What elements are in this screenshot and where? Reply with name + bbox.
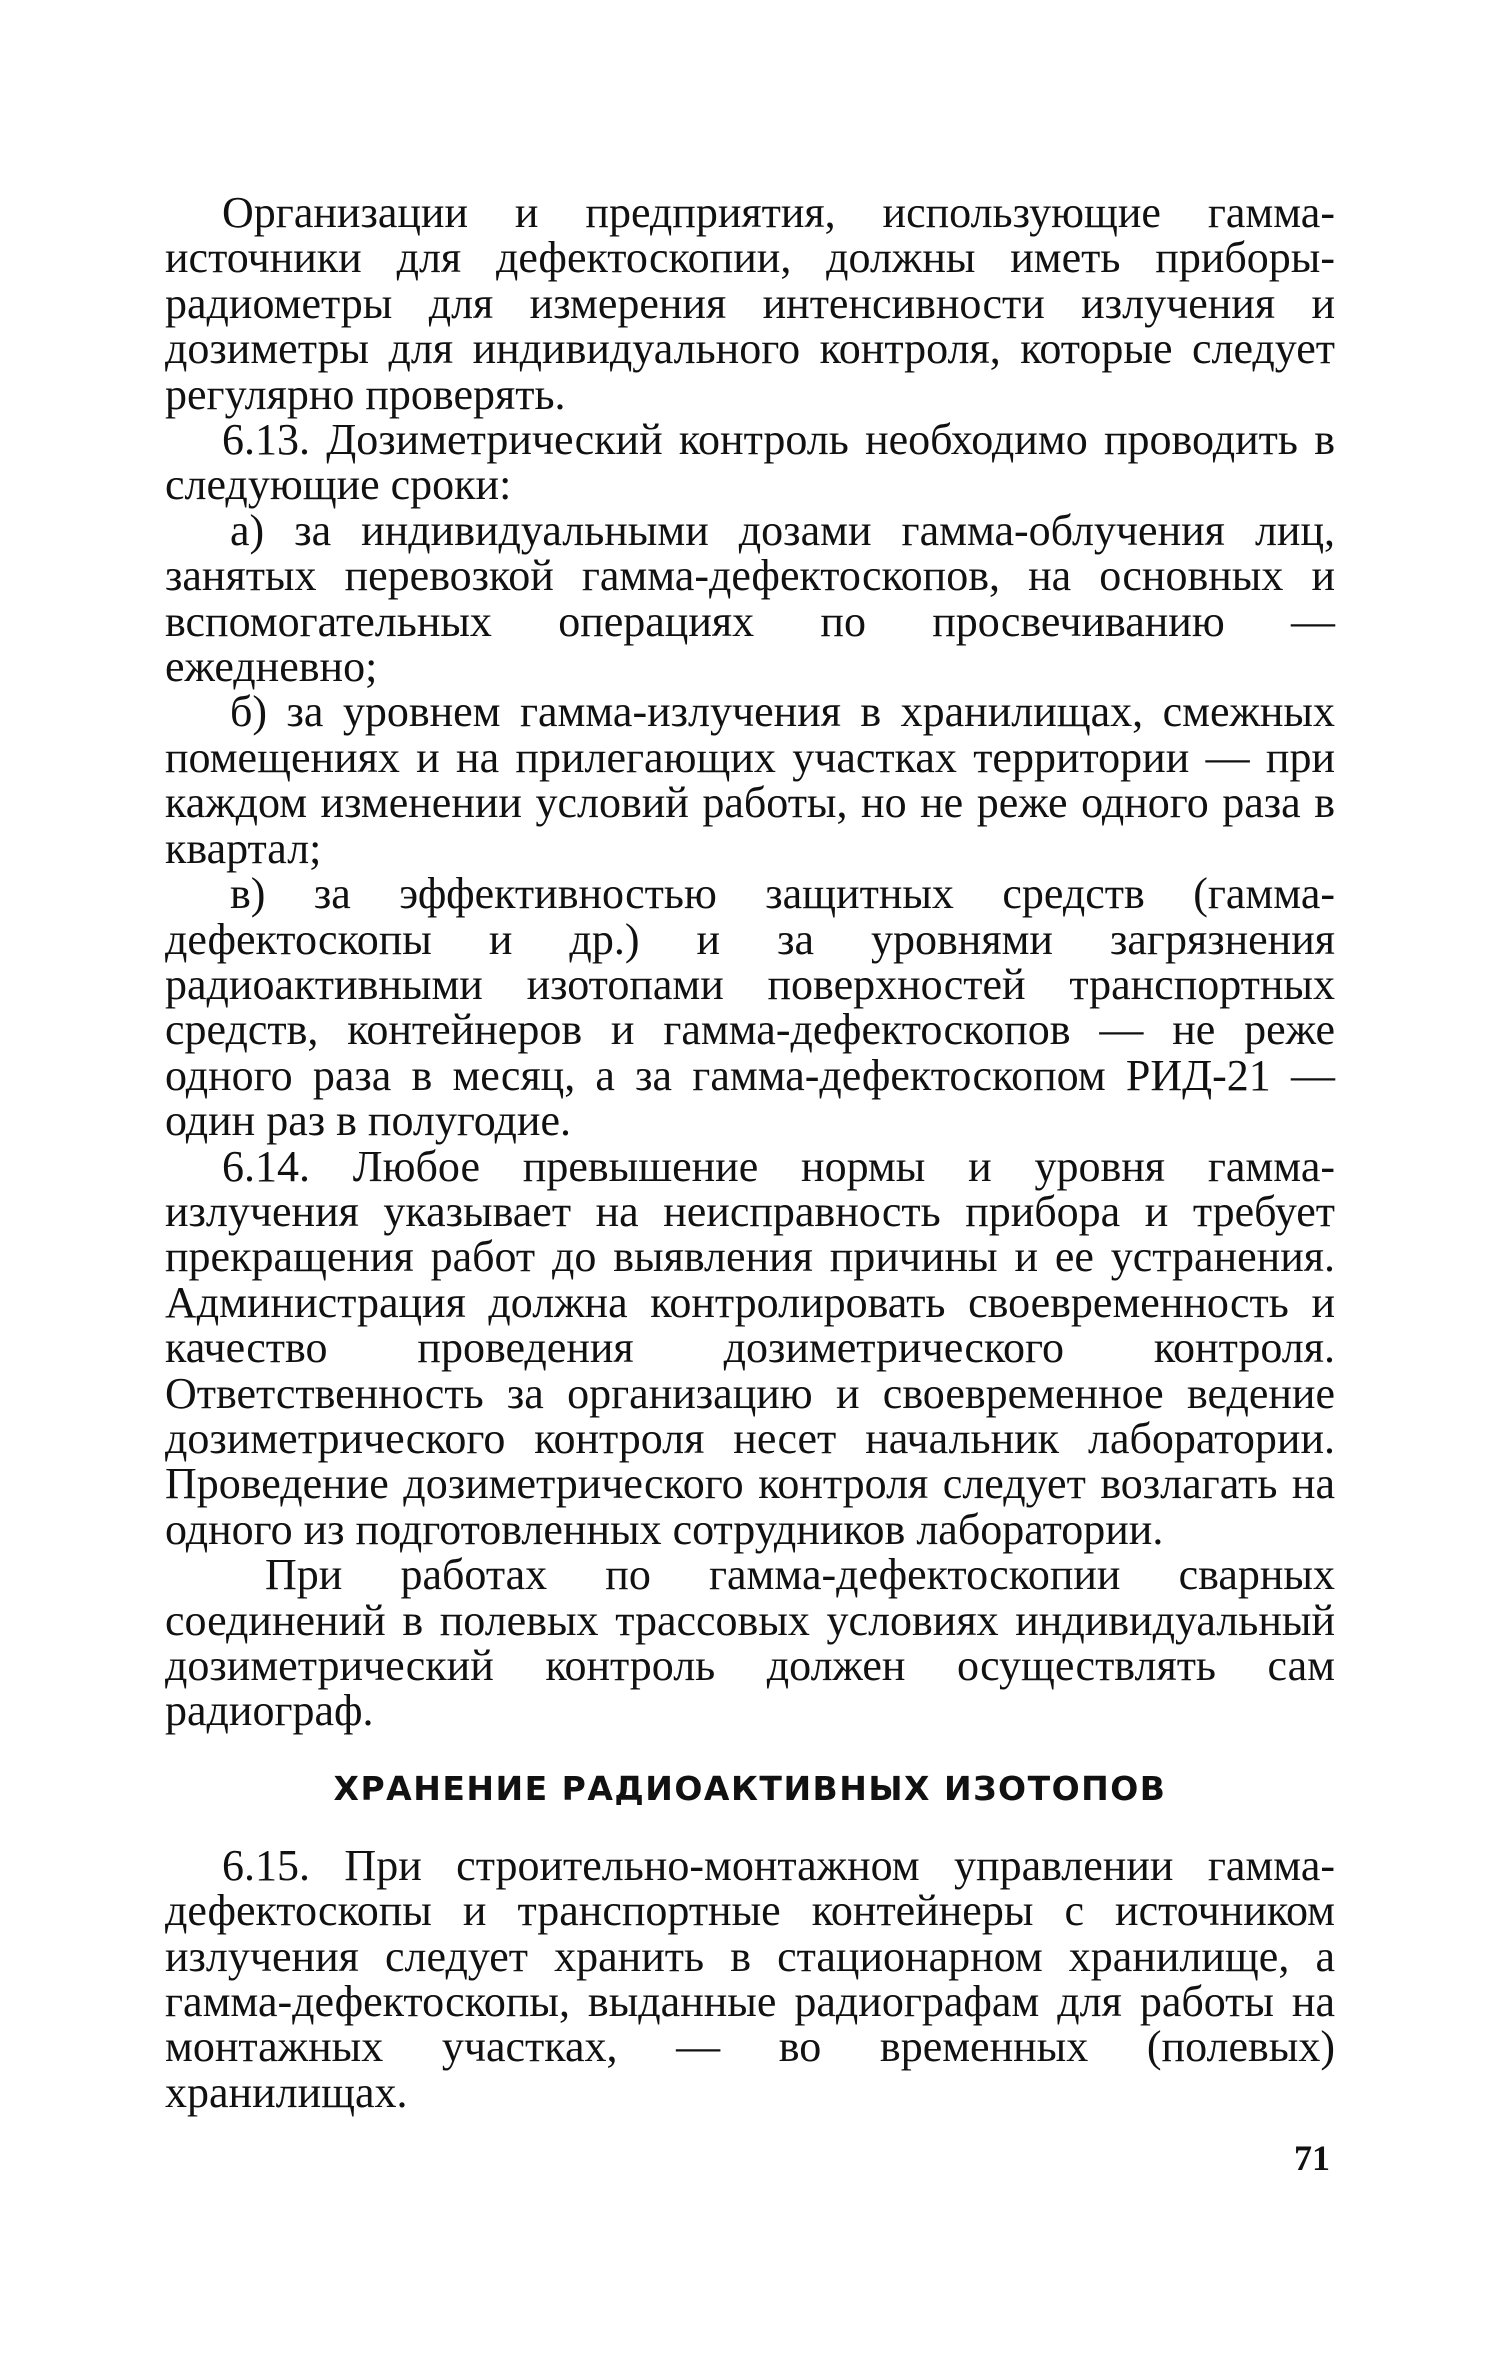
list-item-a: а) за индивидуальными дозами гамма-облучения лиц, занятых перевозкой гамма-дефектоскопов, на основных и вспомогательных операциях по просвечиванию — ежедневно; [165,505,1335,692]
page-body [165,190,1335,2115]
page-number: 71 [1294,2138,1330,2178]
section-heading: ХРАНЕНИЕ РАДИОАКТИВНЫХ ИЗОТОПОВ [333,1768,1167,1808]
paragraph-6-14: 6.14. Любое превышение нормы и уровня гамма-излучения указывает на неисправность прибора и требует прекращения работ до выявления причины и ее устранения. Администрация должна контролировать своевременность и качество проведения дозиметрического контроля. Ответственность за организацию и своевременное ведение дозиметрического контроля несет начальник лаборатории. Проведение дозиметрического контроля следует возлагать на одного из подготовленных сотрудников лаборатории. [165,1141,1335,1554]
paragraph-field-conditions: При работах по гамма-дефектоскопии сварных соединений в полевых трассовых условиях индивидуальный дозиметрический контроль должен осуществлять сам радиограф. [165,1550,1335,1736]
paragraph-6-15: 6.15. При строительно-монтажном управлении гамма-дефектоскопы и транспортные контейнеры с источником излучения следует хранить в стационарном хранилище, а гамма-дефектоскопы, выданные радиографам для работы на монтажных участках, — во временных (полевых) хранилищах. [165,1840,1335,2117]
paragraph-6-13: 6.13. Дозиметрический контроль необходимо проводить в следующие сроки: [165,415,1335,510]
list-item-b: б) за уровнем гамма-излучения в хранилищах, смежных помещениях и на прилегающих участках территории — при каждом изменении условий работы, но не реже одного раза в квартал; [165,687,1335,873]
list-item-v: в) за эффективностью защитных средств (гамма-дефектоскопы и др.) и за уровнями загрязнения радиоактивными изотопами поверхностей транспортных средств, контейнеров и гамма-дефектоскопов — не реже одного раза в месяц, а за гамма-дефектоскопом РИД-21 — один раз в полугодие. [165,869,1335,1146]
paragraph-intro: Организации и предприятия, использующие гамма-источники для дефектоскопии, должны иметь приборы-радиометры для измерения интенсивности излучения и дозиметры для индивидуального контроля, которые следует регулярно проверять. [165,188,1335,419]
